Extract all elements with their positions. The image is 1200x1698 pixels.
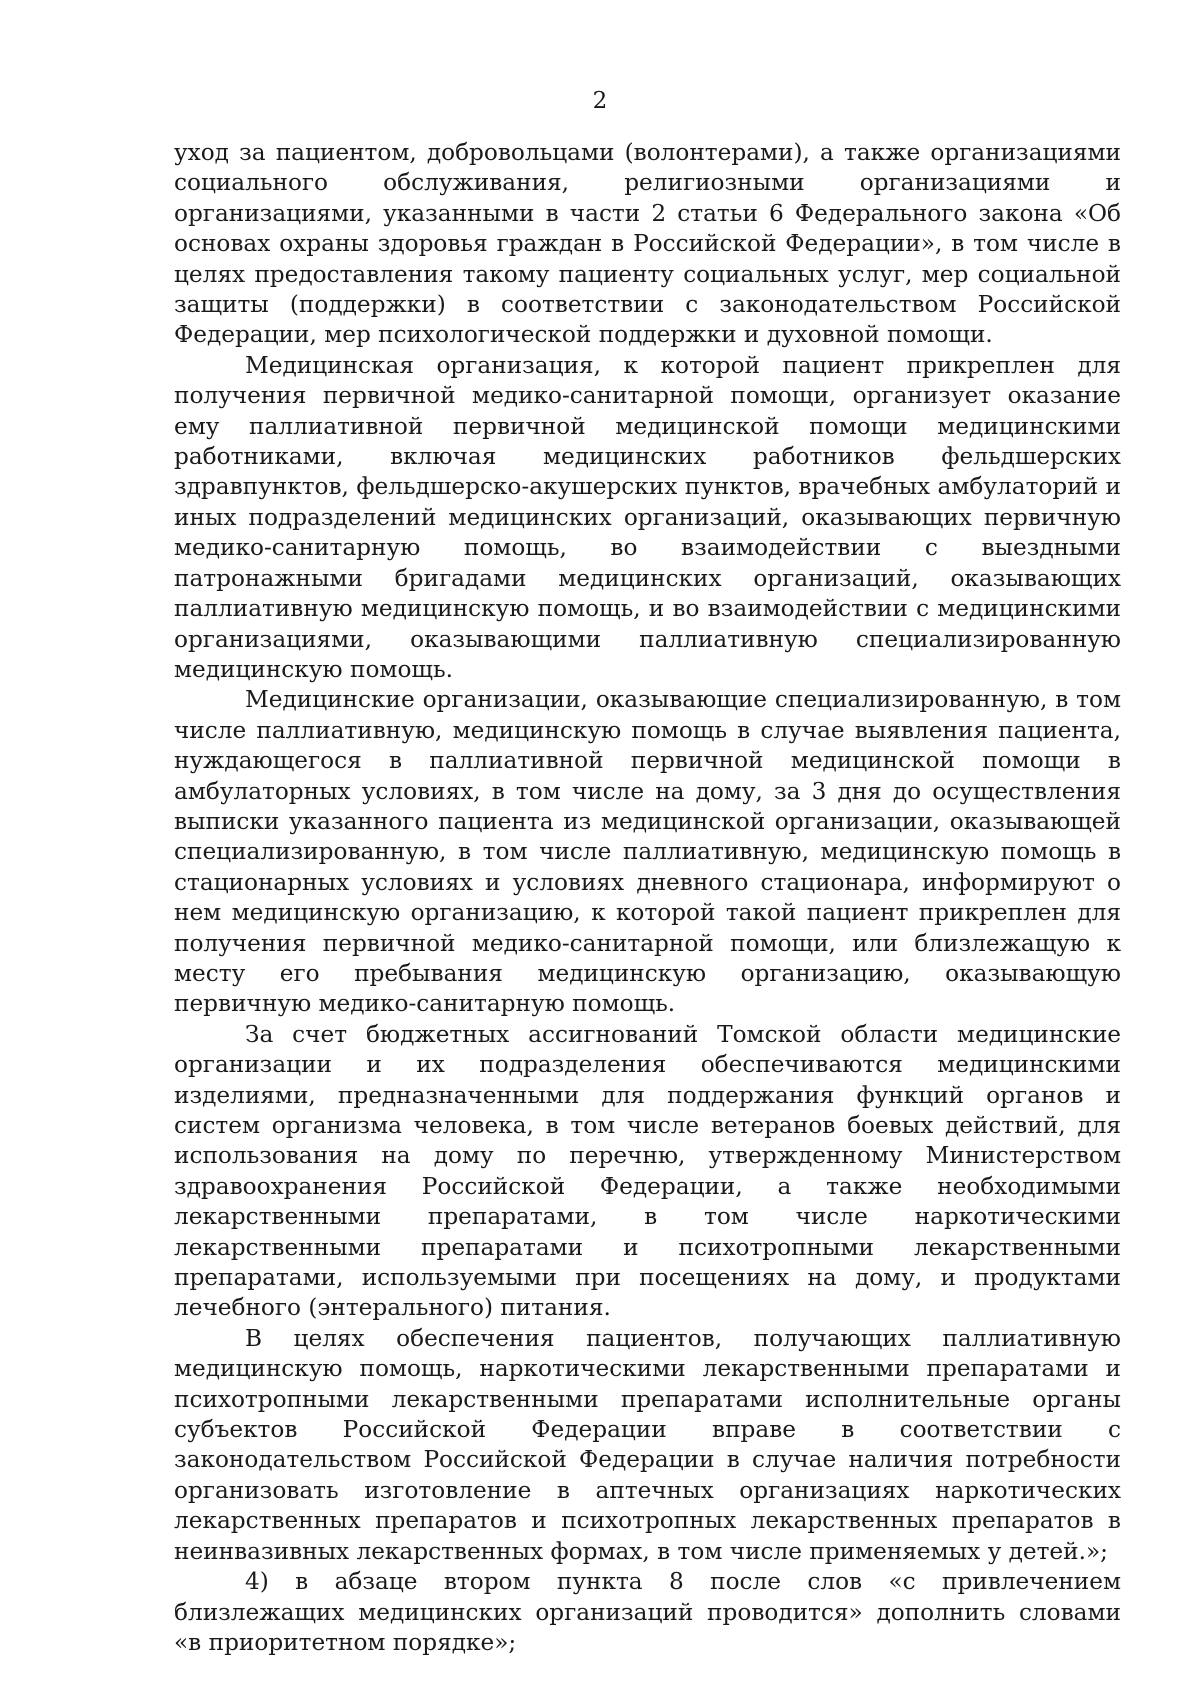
paragraph-primary-care-organization: Медицинская организация, к которой пациент прикреплен для получения первичной медико-санитарной помощи, организует оказание ему паллиативной первичной медицинской помощи медицинскими работниками, включая медицинских работников фельдшерских здравпунктов, фельдшерско-акушерских пунктов, врачебных амбулаторий и иных подразделений медицинских организаций, оказывающих первичную медико-санитарную помощь, во взаимодействии с выездными патронажными бригадами медицинских организаций, оказывающих паллиативную медицинскую помощь, и во взаимодействии с медицинскими организациями, оказывающими паллиативную специализированную медицинскую помощь. (174, 351, 1121, 683)
paragraph-narcotic-drugs: В целях обеспечения пациентов, получающих паллиативную медицинскую помощь, наркотическими лекарственными препаратами и психотропными лекарственными препаратами исполнительные органы субъектов Российской Федерации вправе в соответствии с законодательством Российской Федерации в случае наличия потребности организовать изготовление в аптечных организациях наркотических лекарственных препаратов и психотропных лекарственных препаратов в неинвазивных лекарственных формах, в том числе применяемых у детей.»; (174, 1324, 1121, 1565)
paragraph-continuation: уход за пациентом, добровольцами (волонтерами), а также организациями социального обслуживания, религиозными организациями и организациями, указанными в части 2 статьи 6 Федерального закона «Об основах охраны здоровья граждан в Российской Федерации», в том числе в целях предоставления такому пациенту социальных услуг, мер социальной защиты (поддержки) в соответствии с законодательством Российской Федерации, мер психологической поддержки и духовной помощи. (174, 139, 1121, 349)
paragraph-specialized-organizations: Медицинские организации, оказывающие специализированную, в том числе паллиативную, медицинскую помощь в случае выявления пациента, нуждающегося в паллиативной первичной медицинской помощи в амбулаторных условиях, в том числе на дому, за 3 дня до осуществления выписки указанного пациента из медицинской организации, оказывающей специализированную, в том числе паллиативную, медицинскую помощь в стационарных условиях и условиях дневного стационара, информируют о нем медицинскую организацию, к которой такой пациент прикреплен для получения первичной медико-санитарной помощи, или близлежащую к месту его пребывания медицинскую организацию, оказывающую первичную медико-санитарную помощь. (174, 686, 1121, 1018)
paragraph-budget-funding: За счет бюджетных ассигнований Томской области медицинские организации и их подразделения обеспечиваются медицинскими изделиями, предназначенными для поддержания функций органов и систем организма человека, в том числе ветеранов боевых действий, для использования на дому по перечню, утвержденному Министерством здравоохранения Российской Федерации, а также необходимыми лекарственными препаратами, в том числе наркотическими лекарственными препаратами и психотропными лекарственными препаратами, используемыми при посещениях на дому, и продуктами лечебного (энтерального) питания. (174, 1020, 1121, 1322)
page-number: 2 (592, 88, 608, 114)
paragraph-amendment-item-4: 4) в абзаце втором пункта 8 после слов «с привлечением близлежащих медицинских организаций проводится» дополнить словами «в приоритетном порядке»; (174, 1568, 1121, 1656)
document-body (174, 138, 1121, 1658)
